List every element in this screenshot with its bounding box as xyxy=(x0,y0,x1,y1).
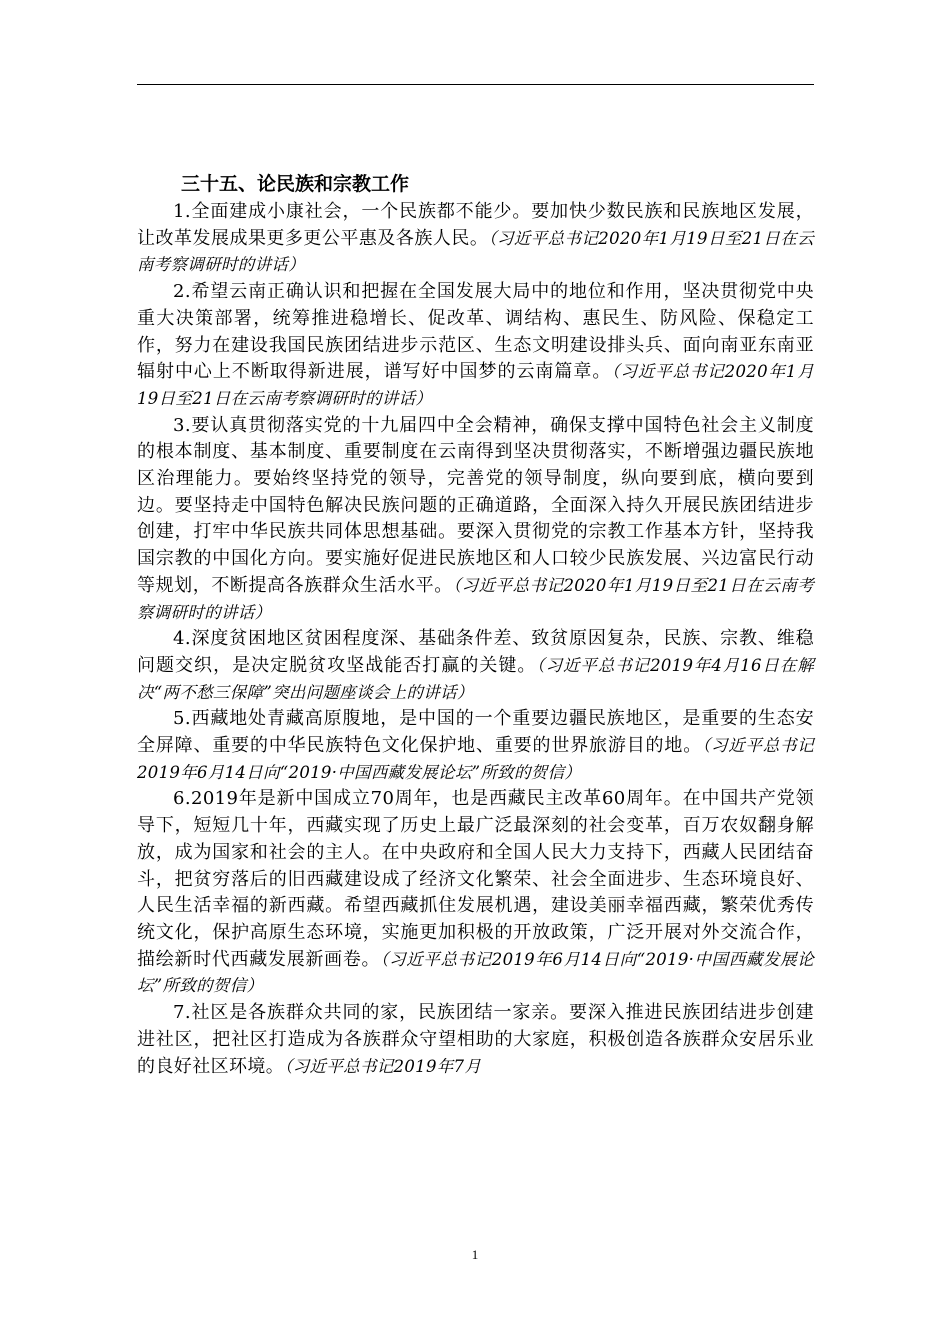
paragraph-source: （习近平总书记2020年1月19日至21日在云南考察调研时的讲话） xyxy=(137,362,814,408)
paragraph-source: （习近平总书记2019年7月 xyxy=(284,1056,482,1076)
paragraph-text: 3.要认真贯彻落实党的十九届四中全会精神，确保支撑中国特色社会主义制度的根本制度、基本制度、重要制度在云南得到坚决贯彻落实，不断增强边疆民族地区治理能力。要始终坚持党的领导，完善党的领导制度，纵向要到底，横向要到边。要坚持走中国特色解决民族问题的正确道路，全面深入持久开展民族团结进步创建，打牢中华民族共同体思想基础。要深入贯彻党的宗教工作基本方针，坚持我国宗教的中国化方向。要实施好促进民族地区和人口较少民族发展、兴边富民行动等规划，不断提高各族群众生活水平。 xyxy=(137,414,814,596)
paragraph-6 xyxy=(137,786,814,1000)
paragraph-4 xyxy=(137,626,814,706)
page-number: 1 xyxy=(471,1247,479,1262)
paragraph-1 xyxy=(137,199,814,279)
paragraph-source: （习近平总书记2020年1月19日至21日在云南考察调研时的讲话） xyxy=(137,228,814,275)
paragraph-text: 1.全面建成小康社会，一个民族都不能少。要加快少数民族和民族地区发展，让改革发展成果更多更公平惠及各族人民。 xyxy=(137,201,814,249)
paragraph-source: （习近平总书记2020年1月19日至21日在云南考察调研时的讲话） xyxy=(137,575,814,622)
paragraph-3 xyxy=(137,413,814,627)
header-rule xyxy=(137,84,814,85)
paragraph-source: （习近平总书记2019年6月14日向“2019·中国西藏发展论坛”所致的贺信） xyxy=(137,949,814,996)
paragraph-text: 7.社区是各族群众共同的家，民族团结一家亲。要深入推进民族团结进步创建进社区，把社区打造成为各族群众守望相助的大家庭，积极创造各族群众安居乐业的良好社区环境。 xyxy=(137,1002,814,1077)
paragraph-text: 6.2019年是新中国成立70周年，也是西藏民主改革60周年。在中国共产党领导下，短短几十年，西藏实现了历史上最广泛最深刻的社会变革，百万农奴翻身解放，成为国家和社会的主人。在中央政府和全国人民大力支持下，西藏人民团结奋斗，把贫穷落后的旧西藏建设成了经济文化繁荣、社会全面进步、生态环境良好、人民生活幸福的新西藏。希望西藏抓住发展机遇，建设美丽幸福西藏，繁荣优秀传统文化，保护高原生态环境，实施更加积极的开放政策，广泛开展对外交流合作，描绘新时代西藏发展新画卷。 xyxy=(137,788,814,970)
paragraph-2 xyxy=(137,279,814,413)
paragraph-text: 2.希望云南正确认识和把握在全国发展大局中的地位和作用，坚决贯彻党中央重大决策部署，统筹推进稳增长、促改革、调结构、惠民生、防风险、保稳定工作，努力在建设我国民族团结进步示范区、生态文明建设排头兵、面向南亚东南亚辐射中心上不断取得新进展，谱写好中国梦的云南篇章。 xyxy=(137,281,814,383)
paragraph-text: 4.深度贫困地区贫困程度深、基础条件差、致贫原因复杂，民族、宗教、维稳问题交织，是决定脱贫攻坚战能否打赢的关键。 xyxy=(137,628,814,676)
paragraph-source: （习近平总书记2019年6月14日向“2019·中国西藏发展论坛”所致的贺信） xyxy=(137,736,814,782)
paragraph-5 xyxy=(137,706,814,786)
section-heading: 三十五、论民族和宗教工作 xyxy=(181,173,410,195)
paragraph-text: 5.西藏地处青藏高原腹地，是中国的一个重要边疆民族地区，是重要的生态安全屏障、重要的中华民族特色文化保护地、重要的世界旅游目的地。 xyxy=(137,708,814,757)
paragraph-7 xyxy=(137,1000,814,1080)
paragraph-source: （习近平总书记2019年4月16日在解决“两不愁三保障”突出问题座谈会上的讲话） xyxy=(137,655,815,702)
document-body xyxy=(137,170,814,1080)
